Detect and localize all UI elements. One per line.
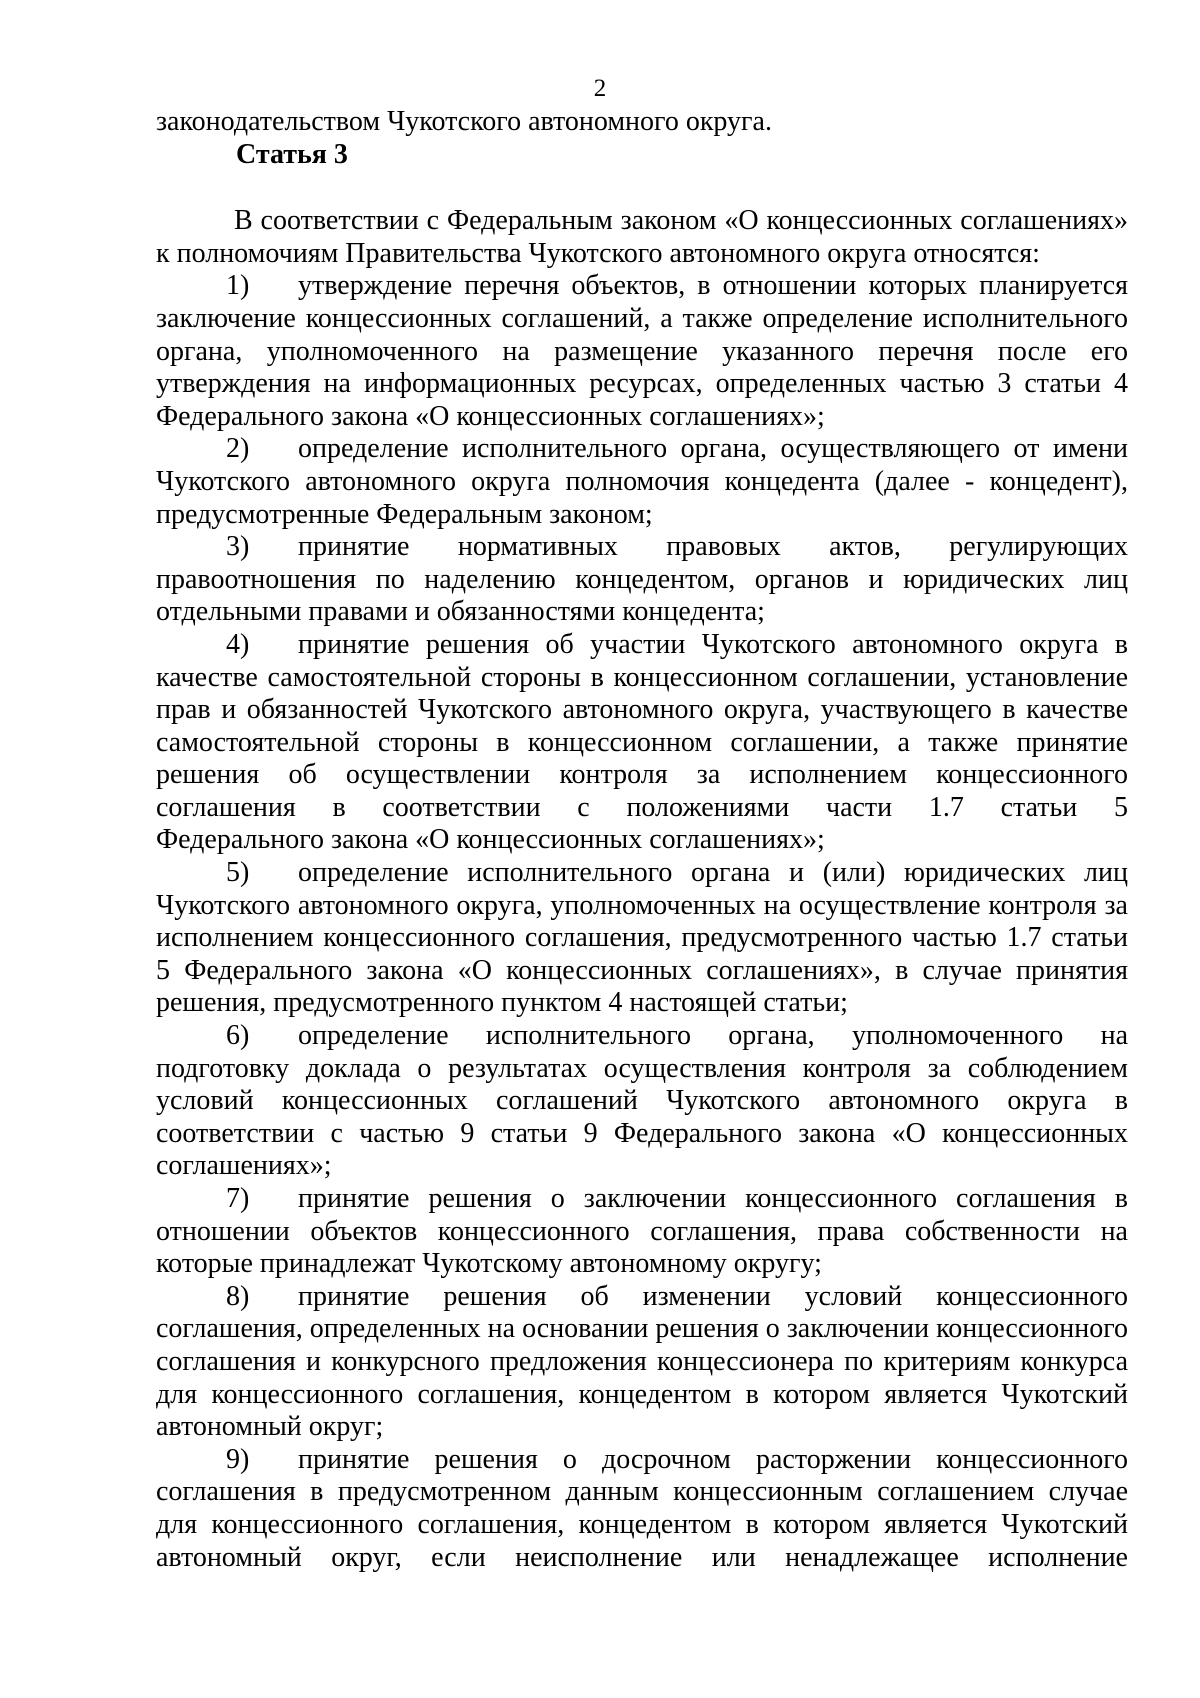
- page-number: 2: [593, 75, 607, 102]
- list-item: [156, 531, 1128, 629]
- list-item-line: автономный округ;: [156, 1411, 384, 1443]
- list-item-number: 8): [226, 1280, 250, 1312]
- list-item-first-line: [156, 1281, 1128, 1314]
- list-item: [156, 857, 1128, 1020]
- list-item: [156, 1183, 1128, 1281]
- intro-line: В соответствии с Федеральным законом «О концессионных соглашениях»: [234, 205, 1128, 237]
- item-list: [156, 270, 1128, 1574]
- intro-paragraph: [156, 205, 1128, 270]
- list-item-line: качестве самостоятельной стороны в концессионном соглашении, установление: [156, 661, 1128, 693]
- list-item-number: 7): [226, 1183, 250, 1214]
- list-item-line: предусмотренные Федеральным законом;: [156, 498, 653, 530]
- list-item-line: соглашениях»;: [156, 1150, 332, 1182]
- spacer: [156, 171, 1128, 205]
- list-item-line: соответствии с частью 9 статьи 9 Федерального закона «О концессионных: [156, 1117, 1128, 1149]
- list-item-line: 5 Федерального закона «О концессионных соглашениях», в случае принятия: [156, 954, 1128, 986]
- list-item-line: подготовку доклада о результатах осуществления контроля за соблюдением: [156, 1052, 1128, 1084]
- list-item-number: 4): [226, 628, 250, 660]
- list-item-line: которые принадлежат Чукотскому автономному округу;: [156, 1248, 822, 1280]
- list-item-line: соглашения в предусмотренном данным концессионным соглашением случае: [156, 1476, 1128, 1508]
- list-item-text: определение исполнительного органа и (или) юридических лиц: [298, 857, 1128, 889]
- list-item-line: соглашения в соответствии с положениями части 1.7 статьи 5: [156, 791, 1128, 823]
- list-item-text: определение исполнительного органа, осуществляющего от имени: [298, 433, 1128, 465]
- list-item: [156, 1444, 1128, 1574]
- list-item-text: принятие решения о досрочном расторжении концессионного: [298, 1443, 1128, 1475]
- document-body: [156, 106, 1128, 1574]
- list-item-line: решения об осуществлении контроля за исполнением концессионного: [156, 759, 1128, 791]
- list-item-text: определение исполнительного органа, уполномоченного на: [298, 1020, 1128, 1052]
- list-item-line: органа, уполномоченного на размещение указанного перечня после его: [156, 335, 1128, 367]
- list-item-text: принятие нормативных правовых актов, регулирующих: [298, 531, 1128, 563]
- list-item-line: соглашения, определенных на основании решения о заключении концессионного: [156, 1313, 1128, 1345]
- list-item-line: для концессионного соглашения, концедентом в котором является Чукотский: [156, 1378, 1128, 1410]
- list-item-line: Федерального закона «О концессионных соглашениях»;: [156, 824, 825, 856]
- list-item-first-line: [156, 1020, 1128, 1053]
- list-item-line: решения, предусмотренного пунктом 4 настоящей статьи;: [156, 987, 848, 1019]
- list-item-text: принятие решения об участии Чукотского автономного округа в: [298, 628, 1128, 660]
- list-item-number: 5): [226, 857, 250, 889]
- list-item-line: заключение концессионных соглашений, а также определение исполнительного: [156, 302, 1128, 334]
- list-item-line: прав и обязанностей Чукотского автономного округа, участвующего в качестве: [156, 694, 1128, 726]
- list-item-line: утверждения на информационных ресурсах, определенных частью 3 статьи 4: [156, 368, 1128, 400]
- list-item: [156, 1281, 1128, 1444]
- list-item-line: Чукотского автономного округа полномочия концедента (далее - концедент),: [156, 465, 1128, 497]
- list-item-number: 3): [226, 531, 250, 563]
- list-item-line: автономный округ, если неисполнение или ненадлежащее исполнение: [156, 1541, 1128, 1573]
- list-item-line: исполнением концессионного соглашения, предусмотренного частью 1.7 статьи: [156, 922, 1128, 954]
- list-item-first-line: [156, 531, 1128, 564]
- list-item-first-line: [156, 857, 1128, 890]
- list-item-line: отношении объектов концессионного соглашения, права собственности на: [156, 1215, 1128, 1247]
- continuation-line: законодательством Чукотского автономного округа.: [156, 106, 772, 137]
- intro-line: к полномочиям Правительства Чукотского автономного округа относятся:: [156, 237, 1040, 269]
- list-item-line: Федерального закона «О концессионных соглашениях»;: [156, 400, 825, 432]
- list-item-first-line: [156, 629, 1128, 662]
- list-item-number: 1): [226, 270, 250, 302]
- list-item: [156, 433, 1128, 531]
- article-title: Статья 3: [236, 138, 348, 170]
- list-item-first-line: [156, 270, 1128, 303]
- list-item: [156, 1020, 1128, 1183]
- list-item-line: правоотношения по наделению концедентом, органов и юридических лиц: [156, 563, 1128, 595]
- list-item-first-line: [156, 1444, 1128, 1477]
- list-item: [156, 629, 1128, 857]
- list-item-line: самостоятельной стороны в концессионном соглашении, а также принятие: [156, 726, 1128, 758]
- list-item-line: условий концессионных соглашений Чукотского автономного округа в: [156, 1085, 1128, 1117]
- list-item-line: Чукотского автономного округа, уполномоченных на осуществление контроля за: [156, 889, 1128, 921]
- list-item-text: принятие решения о заключении концессионного соглашения в: [298, 1183, 1128, 1214]
- list-item-first-line: [156, 433, 1128, 466]
- list-item-line: соглашения и конкурсного предложения концессионера по критериям конкурса: [156, 1345, 1128, 1377]
- list-item-first-line: [156, 1183, 1128, 1216]
- list-item-number: 9): [226, 1443, 250, 1475]
- list-item-text: принятие решения об изменении условий концессионного: [298, 1280, 1128, 1312]
- list-item: [156, 270, 1128, 433]
- list-item-line: отдельными правами и обязанностями концедента;: [156, 596, 765, 628]
- list-item-number: 6): [226, 1020, 250, 1052]
- list-item-line: для концессионного соглашения, концедентом в котором является Чукотский: [156, 1508, 1128, 1540]
- list-item-number: 2): [226, 433, 250, 465]
- list-item-text: утверждение перечня объектов, в отношении которых планируется: [298, 270, 1128, 302]
